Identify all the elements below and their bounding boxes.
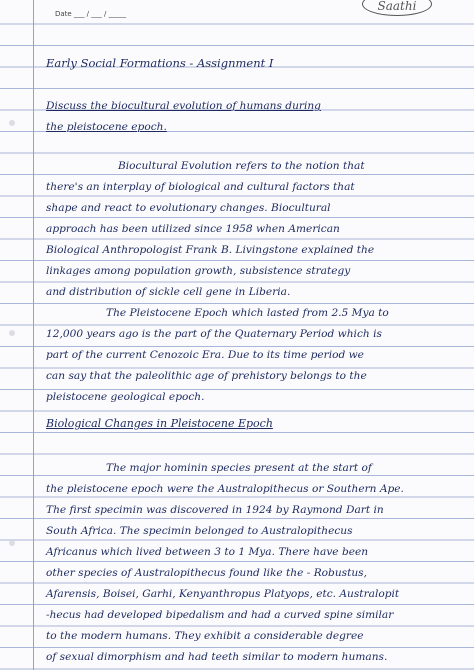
punch-hole — [9, 540, 15, 546]
text-line: Africanus which lived between 3 to 1 Mya. There have been — [46, 546, 369, 558]
text-line: 12,000 years ago is the part of the Quaternary Period which is — [46, 328, 382, 340]
text-line: Biological Anthropologist Frank B. Livingstone explained the — [46, 244, 375, 256]
text-line: can say that the paleolithic age of prehistory belongs to the — [46, 370, 367, 382]
margin-line — [33, 0, 34, 670]
section-heading-text: Biological Changes in Pleistocene Epoch — [46, 417, 273, 430]
text-line: The major hominin species present at the start of — [106, 462, 372, 474]
text-line: of sexual dimorphism and had teeth similar to modern humans. — [46, 651, 388, 663]
page-title: Early Social Formations - Assignment I — [46, 56, 274, 70]
punch-hole — [9, 120, 15, 126]
text-line: and distribution of sickle cell gene in Liberia. — [46, 286, 291, 298]
punch-hole — [9, 330, 15, 336]
text-line: The first specimin was discovered in 1924 by Raymond Dart in — [46, 504, 384, 516]
paragraph-biological-changes — [46, 458, 404, 668]
text-line: to the modern humans. They exhibit a considerable degree — [46, 630, 364, 642]
text-line: there's an interplay of biological and cultural factors that — [46, 181, 355, 193]
text-line: Afarensis, Boisei, Garhi, Kenyanthropus Platyops, etc. Australopit — [46, 588, 400, 600]
text-line: the pleistocene epoch were the Australopithecus or Southern Ape. — [46, 483, 404, 495]
text-line: linkages among population growth, subsistence strategy — [46, 265, 351, 277]
question-text-2: the pleistocene epoch. — [46, 121, 167, 133]
question-text-1: Discuss the biocultural evolution of humans during — [46, 100, 321, 112]
text-line: The Pleistocene Epoch which lasted from 2.5 Mya to — [106, 307, 389, 319]
text-line: South Africa. The specimin belonged to Australopithecus — [46, 525, 353, 537]
section-heading — [46, 413, 273, 434]
date-field: Date ___ / ___ / _____ — [55, 10, 127, 18]
question-line-2 — [46, 117, 167, 138]
text-line: shape and react to evolutionary changes. Biocultural — [46, 202, 331, 214]
paragraph-biocultural-evolution — [46, 156, 389, 408]
text-line: approach has been utilized since 1958 when American — [46, 223, 340, 235]
text-line: other species of Australopithecus found like the - Robustus, — [46, 567, 367, 579]
question-line-1 — [46, 96, 321, 117]
text-line: part of the current Cenozoic Era. Due to its time period we — [46, 349, 364, 361]
brand-logo: Saathi — [362, 0, 432, 16]
text-line: -hecus had developed bipedalism and had a curved spine similar — [46, 609, 394, 621]
text-line: Biocultural Evolution refers to the notion that — [118, 160, 365, 172]
text-line: pleistocene geological epoch. — [46, 391, 205, 403]
